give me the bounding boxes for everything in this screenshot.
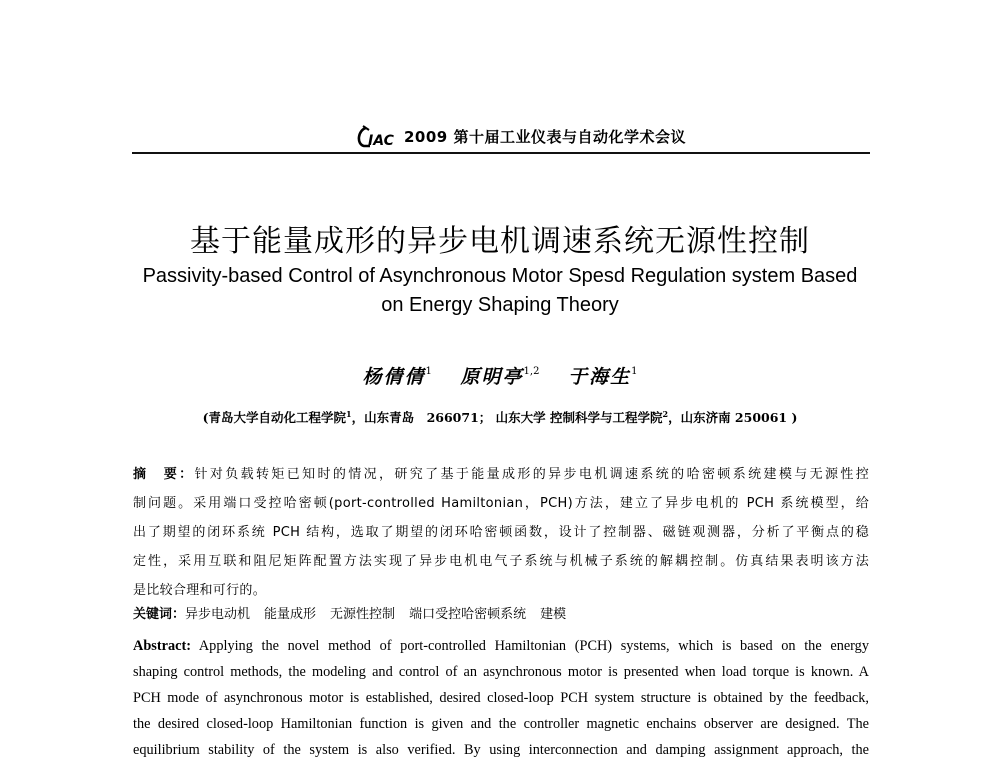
keyword: 能量成形 — [264, 607, 317, 622]
conference-header — [132, 118, 870, 154]
abstract-english-line: PCH mode of asynchronous motor is established, desired closed-loop PCH system structure is obtained by the feedback, — [133, 690, 869, 706]
author-name: 原明亭 — [460, 366, 524, 388]
author-name: 杨倩倩 — [362, 366, 426, 388]
keyword: 异步电动机 — [185, 607, 251, 622]
author — [461, 366, 540, 388]
abstract-chinese-line: 定性，采用互联和阻尼矩阵配置方法实现了异步电机电气子系统与机械子系统的解耦控制。仿真结果表明该方法 — [133, 554, 869, 569]
abstract-english — [133, 633, 869, 760]
conference-logo — [354, 124, 404, 150]
abstract-chinese-label: 摘 要： — [133, 467, 195, 482]
keyword: 建模 — [540, 607, 567, 622]
conference-title — [404, 126, 686, 147]
header-rule — [132, 152, 870, 154]
affiliation-1: 青岛大学自动化工程学院 — [208, 410, 347, 425]
author-list — [0, 362, 1000, 389]
abstract-chinese-line — [133, 460, 869, 489]
affiliation-2: 山东大学 控制科学与工程学院 — [495, 410, 663, 425]
conference-year: 2009 — [404, 128, 448, 146]
keywords — [133, 602, 869, 628]
abstract-english-line: equilibrium stability of the system is also verified. By using interconnection and damping assignment approach, the — [133, 742, 869, 758]
author — [363, 366, 432, 388]
abstract-chinese-line: 出了期望的闭环系统 PCH 结构，选取了期望的闭环哈密顿函数，设计了控制器、磁链观测器，分析了平衡点的稳 — [133, 525, 869, 540]
affiliation-close-paren: ) — [791, 410, 798, 425]
affiliation-open-paren: ( — [202, 410, 209, 425]
abstract-english-label: Abstract: — [133, 638, 191, 654]
author-name: 于海生 — [568, 366, 632, 388]
abstract-english-line: the desired closed-loop Hamiltonian function is given and the controller magnetic enchains observer are designed. The — [133, 716, 869, 732]
abstract-english-line — [133, 633, 869, 659]
abstract-english-text: Applying the novel method of port-controlled Hamiltonian (PCH) systems, which is based on the energy — [198, 638, 869, 654]
keyword: 端口受控哈密顿系统 — [409, 607, 527, 622]
affiliation-1-mark: 1 — [346, 409, 352, 419]
paper-title-chinese: 基于能量成形的异步电机调速系统无源性控制 — [190, 224, 810, 259]
abstract-chinese-line: 制问题。采用端口受控哈密顿(port-controlled Hamiltonian，PCH)方法，建立了异步电机的 PCH 系统模型，给 — [133, 496, 869, 511]
keywords-label: 关键词： — [133, 607, 186, 622]
affiliation-1-location: ，山东青岛 266071； — [351, 410, 492, 425]
abstract-english-line: shaping control methods, the modeling and control of an asynchronous motor is presented when load torque is known. A — [133, 664, 869, 680]
author — [568, 366, 637, 388]
paper-title-english — [140, 262, 860, 320]
affiliations — [0, 408, 1000, 426]
author-affiliation-mark: 1 — [425, 366, 432, 377]
abstract-chinese-text: 针对负载转矩已知时的情况，研究了基于能量成形的异步电机调速系统的哈密顿系统建模与无源性控 — [194, 467, 870, 482]
abstract-chinese — [133, 460, 869, 605]
conference-name: 第十届工业仪表与自动化学术会议 — [453, 128, 686, 146]
conference-logo-letters: IAC — [368, 133, 394, 149]
keyword: 无源性控制 — [330, 607, 396, 622]
affiliation-2-mark: 2 — [662, 409, 669, 419]
affiliation-2-location: ，山东济南 250061 — [668, 410, 788, 425]
paper-title-english-line1: Passivity-based Control of Asynchronous Motor Spesd Regulation system Based — [142, 265, 858, 287]
author-affiliation-mark: 1 — [631, 366, 638, 377]
author-affiliation-mark: 1,2 — [523, 366, 540, 377]
paper-title-english-line2: on Energy Shaping Theory — [381, 294, 619, 316]
abstract-chinese-line: 是比较合理和可行的。 — [133, 583, 267, 598]
